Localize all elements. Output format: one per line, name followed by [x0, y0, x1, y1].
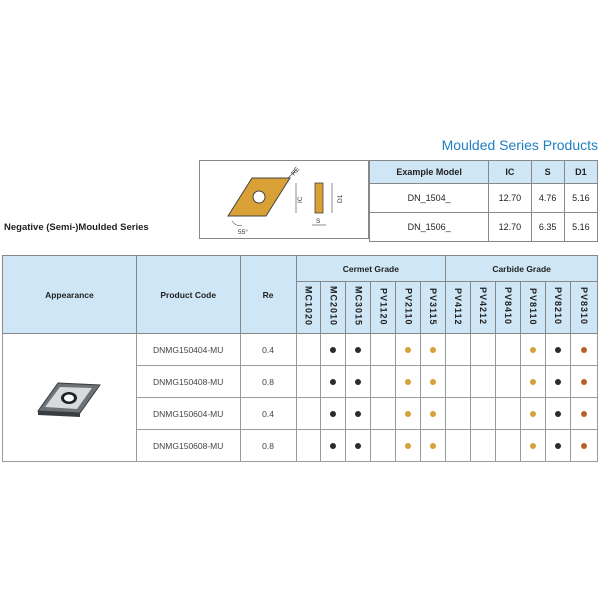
grade-availability-cell: [471, 366, 496, 398]
grade-availability-cell: [521, 366, 546, 398]
product-code-header: Product Code: [136, 256, 240, 334]
grade-availability-cell: [570, 334, 597, 366]
grade-availability-cell: [570, 398, 597, 430]
grade-availability-cell: [546, 334, 571, 366]
grade-name: MC3015: [353, 286, 364, 327]
grade-availability-cell: [321, 430, 346, 462]
grade-column-header: [321, 282, 346, 334]
grade-availability-cell: [296, 398, 321, 430]
availability-dot-icon: [355, 411, 361, 417]
availability-dot-icon: [405, 411, 411, 417]
spec-cell: 5.16: [564, 184, 597, 213]
grade-column-header: [296, 282, 321, 334]
grade-availability-cell: [346, 398, 371, 430]
table-row: [3, 334, 598, 366]
availability-dot-icon: [430, 443, 436, 449]
grade-column-header: [546, 282, 571, 334]
availability-dot-icon: [430, 379, 436, 385]
re-cell: 0.4: [240, 334, 296, 366]
grade-availability-cell: [471, 430, 496, 462]
availability-dot-icon: [581, 411, 587, 417]
grade-column-header: [346, 282, 371, 334]
availability-dot-icon: [581, 347, 587, 353]
insert-photo: [34, 373, 104, 423]
cermet-grade-header: Cermet Grade: [296, 256, 446, 282]
grade-availability-cell: [396, 366, 421, 398]
grade-name: PV8110: [528, 287, 539, 326]
re-label: RE: [290, 165, 302, 178]
spec-cell: 4.76: [531, 184, 564, 213]
product-code-cell: DNMG150408-MU: [136, 366, 240, 398]
page-title: Moulded Series Products: [441, 137, 598, 153]
spec-header-cell: D1: [564, 161, 597, 184]
grade-availability-cell: [496, 398, 521, 430]
insert-side-profile-shape: [315, 183, 323, 213]
insert-hole-shape: [253, 191, 265, 203]
grade-availability-cell: [446, 430, 471, 462]
carbide-grade-header: Carbide Grade: [446, 256, 598, 282]
availability-dot-icon: [405, 443, 411, 449]
grade-name: PV1120: [378, 287, 389, 326]
grade-table-group-header-row: [3, 256, 598, 282]
re-header: Re: [240, 256, 296, 334]
grade-availability-cell: [521, 334, 546, 366]
spec-cell: 6.35: [531, 213, 564, 242]
grade-availability-cell: [496, 366, 521, 398]
grade-name: PV3115: [428, 287, 439, 326]
grade-availability-cell: [521, 430, 546, 462]
grade-name: PV8210: [553, 287, 563, 326]
spec-cell: 5.16: [564, 213, 597, 242]
grade-availability-cell: [321, 366, 346, 398]
availability-dot-icon: [355, 443, 361, 449]
grade-availability-cell: [396, 334, 421, 366]
availability-dot-icon: [530, 347, 536, 353]
availability-dot-icon: [555, 379, 561, 385]
appearance-header: Appearance: [3, 256, 137, 334]
grade-column-header: [396, 282, 421, 334]
grade-availability-cell: [446, 366, 471, 398]
grade-name: PV4112: [453, 287, 464, 326]
grade-availability-cell: [570, 430, 597, 462]
grade-table: [2, 255, 598, 462]
availability-dot-icon: [405, 379, 411, 385]
grade-availability-cell: [371, 398, 396, 430]
grade-availability-cell: [371, 334, 396, 366]
availability-dot-icon: [530, 443, 536, 449]
grade-availability-cell: [346, 334, 371, 366]
availability-dot-icon: [405, 347, 411, 353]
availability-dot-icon: [581, 379, 587, 385]
availability-dot-icon: [355, 379, 361, 385]
grade-availability-cell: [371, 366, 396, 398]
availability-dot-icon: [555, 347, 561, 353]
s-label: S: [316, 218, 321, 225]
availability-dot-icon: [355, 347, 361, 353]
grade-availability-cell: [521, 398, 546, 430]
availability-dot-icon: [330, 379, 336, 385]
spec-cell: DN_1504_: [370, 184, 489, 213]
grade-name: PV2110: [403, 287, 414, 326]
spec-table-header-row: [370, 161, 598, 184]
re-cell: 0.4: [240, 398, 296, 430]
grade-availability-cell: [396, 430, 421, 462]
grade-name: MC2010: [328, 286, 339, 327]
spec-cell: DN_1506_: [370, 213, 489, 242]
grade-availability-cell: [321, 398, 346, 430]
availability-dot-icon: [530, 379, 536, 385]
spec-table-row: [370, 184, 598, 213]
grade-name: MC1020: [303, 286, 314, 327]
spec-cell: 12.70: [489, 213, 531, 242]
grade-availability-cell: [421, 398, 446, 430]
availability-dot-icon: [430, 411, 436, 417]
availability-dot-icon: [430, 347, 436, 353]
grade-availability-cell: [546, 366, 571, 398]
grade-availability-cell: [496, 430, 521, 462]
series-label: Negative (Semi-)Moulded Series: [4, 222, 149, 233]
availability-dot-icon: [330, 443, 336, 449]
spec-cell: 12.70: [489, 184, 531, 213]
spec-table-row: [370, 213, 598, 242]
grade-column-header: [496, 282, 521, 334]
spec-header-cell: IC: [489, 161, 531, 184]
appearance-cell: [3, 334, 137, 462]
grade-availability-cell: [296, 430, 321, 462]
angle-label: 55°: [238, 229, 248, 236]
grade-availability-cell: [421, 334, 446, 366]
re-cell: 0.8: [240, 430, 296, 462]
grade-availability-cell: [371, 430, 396, 462]
grade-column-header: [446, 282, 471, 334]
availability-dot-icon: [581, 443, 587, 449]
product-code-cell: DNMG150404-MU: [136, 334, 240, 366]
grade-name: PV8410: [503, 287, 514, 326]
grade-name: PV4212: [478, 287, 489, 326]
grade-availability-cell: [570, 366, 597, 398]
grade-availability-cell: [546, 430, 571, 462]
grade-availability-cell: [471, 334, 496, 366]
grade-availability-cell: [346, 366, 371, 398]
insert-dimension-diagram: [199, 160, 369, 239]
grade-availability-cell: [321, 334, 346, 366]
availability-dot-icon: [555, 443, 561, 449]
grade-column-header: [570, 282, 597, 334]
ic-label: IC: [297, 196, 304, 203]
re-cell: 0.8: [240, 366, 296, 398]
spec-header-cell: Example Model: [370, 161, 489, 184]
grade-column-header: [371, 282, 396, 334]
grade-availability-cell: [421, 430, 446, 462]
availability-dot-icon: [530, 411, 536, 417]
grade-availability-cell: [446, 334, 471, 366]
product-code-cell: DNMG150608-MU: [136, 430, 240, 462]
grade-column-header: [421, 282, 446, 334]
grade-availability-cell: [346, 430, 371, 462]
grade-column-header: [521, 282, 546, 334]
availability-dot-icon: [330, 347, 336, 353]
grade-availability-cell: [421, 366, 446, 398]
availability-dot-icon: [555, 411, 561, 417]
grade-name: PV8310: [578, 287, 589, 326]
grade-availability-cell: [296, 366, 321, 398]
grade-availability-cell: [296, 334, 321, 366]
grade-availability-cell: [471, 398, 496, 430]
spec-header-cell: S: [531, 161, 564, 184]
grade-availability-cell: [546, 398, 571, 430]
product-code-cell: DNMG150604-MU: [136, 398, 240, 430]
grade-availability-cell: [496, 334, 521, 366]
availability-dot-icon: [330, 411, 336, 417]
grade-availability-cell: [446, 398, 471, 430]
grade-column-header: [471, 282, 496, 334]
grade-availability-cell: [396, 398, 421, 430]
d1-label: D1: [337, 194, 344, 203]
spec-table: [369, 160, 598, 242]
